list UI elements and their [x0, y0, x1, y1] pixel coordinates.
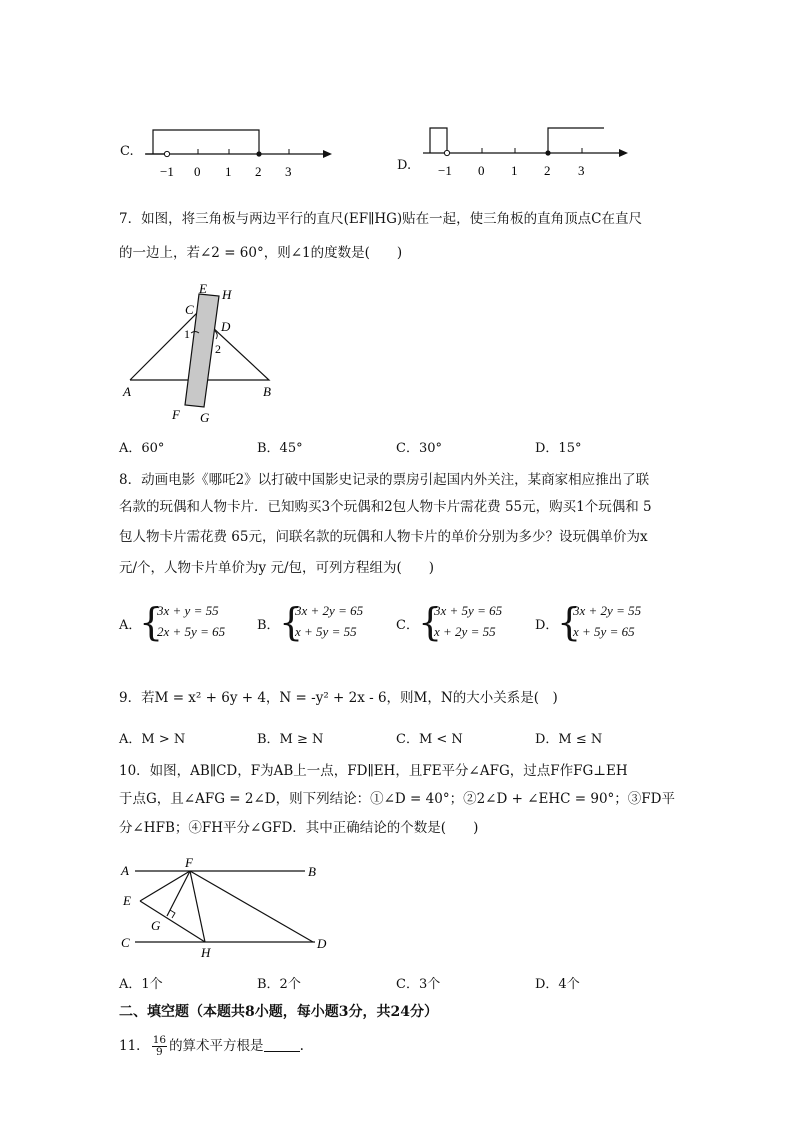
q7-option-d[interactable]: D．15°	[535, 441, 582, 456]
tick-label: −1	[160, 164, 174, 179]
label-F: F	[185, 855, 193, 870]
fraction	[152, 1035, 167, 1058]
q9-option-c[interactable]: C．M < N	[396, 732, 463, 747]
q9-option-a[interactable]: A．M > N	[119, 732, 186, 747]
label-G: G	[151, 918, 161, 933]
q9-option-d[interactable]: D．M ≤ N	[535, 732, 603, 747]
brace-icon: {	[139, 600, 164, 644]
option-label: A．	[119, 618, 142, 633]
option-label: B．	[257, 618, 280, 633]
equation-2: x + 5y = 55	[295, 624, 357, 639]
q8-option-a[interactable]	[119, 600, 259, 646]
q10-line-2: 于点G，且∠AFG = 2∠D，则下列结论：①∠D = 40°；②2∠D + ∠EHC = 90°；③FD平	[119, 791, 675, 807]
option-label: D．	[535, 618, 559, 633]
label-F: F	[172, 407, 180, 422]
q8-line-3: 包人物卡片需花费 65元，问联名款的玩偶和人物卡片的单价分别为多少？设玩偶单价为x	[119, 529, 648, 545]
tick-label: 1	[511, 163, 518, 178]
q8-line-2: 名款的玩偶和人物卡片．已知购买3个玩偶和2包人物卡片需花费 55元，购买1个玩偶和 5	[119, 499, 652, 515]
q7-figure	[115, 283, 285, 428]
label-B: B	[263, 384, 271, 399]
brace-icon: {	[279, 600, 304, 644]
label-angle-2: 2	[215, 342, 221, 356]
option-c-label: C.	[120, 144, 134, 159]
q11-line	[119, 1035, 304, 1058]
q8-line-1: 8．动画电影《哪吒2》以打破中国影史记录的票房引起国内外关注，某商家相应推出了联	[119, 472, 650, 488]
label-B: B	[308, 864, 316, 879]
label-D: D	[317, 936, 327, 951]
label-angle-1: 1	[184, 327, 190, 341]
q10-option-a[interactable]: A．1个	[119, 977, 163, 992]
equation-2: x + 5y = 65	[573, 624, 635, 639]
tick-label: 2	[255, 164, 262, 179]
q9-line-1: 9．若M = x² + 6y + 4，N = -y² + 2x - 6，则M，N的大小关系是( )	[119, 690, 558, 706]
equation-2: 2x + 5y = 65	[157, 624, 226, 639]
section-title: 二、填空题（本题共8小题，每小题3分，共24分）	[119, 1004, 438, 1020]
fraction-denominator: 9	[156, 1046, 163, 1058]
equation-2: x + 2y = 55	[434, 624, 496, 639]
label-D: D	[221, 319, 231, 334]
q7-line-2: 的一边上，若∠2 = 60°，则∠1的度数是( )	[119, 245, 403, 261]
q7-option-a[interactable]: A．60°	[119, 441, 165, 456]
q10-figure	[115, 853, 340, 963]
number-line-c	[140, 120, 340, 182]
q10-option-d[interactable]: D．4个	[535, 977, 580, 992]
label-G: G	[200, 410, 210, 425]
equation-1: 3x + 2y = 55	[573, 603, 642, 618]
label-E: E	[123, 893, 131, 908]
tick-label: 0	[194, 164, 201, 179]
tick-label: 3	[578, 163, 585, 178]
label-H: H	[222, 287, 232, 302]
q8-option-d[interactable]	[535, 600, 675, 646]
equation-1: 3x + 5y = 65	[434, 603, 503, 618]
q8-line-4: 元/个，人物卡片单价为y 元/包，可列方程组为( )	[119, 560, 435, 576]
q10-option-b[interactable]: B．2个	[257, 977, 301, 992]
q11-end: .	[299, 1038, 304, 1054]
tick-label: −1	[438, 163, 452, 178]
option-label: C．	[396, 618, 419, 633]
q7-option-b[interactable]: B．45°	[257, 441, 303, 456]
label-C: C	[121, 935, 130, 950]
label-A: A	[121, 863, 129, 878]
q8-option-b[interactable]	[257, 600, 397, 646]
tick-label: 3	[285, 164, 292, 179]
tick-label: 1	[225, 164, 232, 179]
fraction-numerator: 16	[152, 1034, 167, 1046]
equation-1: 3x + y = 55	[157, 603, 219, 618]
brace-icon: {	[557, 600, 582, 644]
label-H: H	[201, 945, 211, 960]
q10-line-3: 分∠HFB；④FH平分∠GFD．其中正确结论的个数是( )	[119, 820, 479, 836]
answer-blank[interactable]	[264, 1037, 300, 1052]
q7-line-1: 7．如图，将三角板与两边平行的直尺(EF∥HG)贴在一起，使三角板的直角顶点C在直尺	[119, 211, 642, 227]
tick-label: 2	[544, 163, 551, 178]
option-d-label: D.	[397, 158, 412, 173]
q8-option-c[interactable]	[396, 600, 536, 646]
q10-line-1: 10．如图，AB∥CD，F为AB上一点，FD∥EH，且FE平分∠AFG，过点F作FG⊥EH	[119, 763, 628, 779]
tick-label: 0	[478, 163, 485, 178]
q11-text: 的算术平方根是	[169, 1038, 264, 1054]
q7-option-c[interactable]: C．30°	[396, 441, 442, 456]
equation-1: 3x + 2y = 65	[295, 603, 364, 618]
label-E: E	[199, 283, 207, 296]
brace-icon: {	[418, 600, 443, 644]
q10-option-c[interactable]: C．3个	[396, 977, 441, 992]
number-line-d	[420, 120, 635, 182]
q11-prefix: 11．	[119, 1038, 150, 1054]
label-C: C	[185, 302, 194, 317]
label-A: A	[123, 384, 131, 399]
q9-option-b[interactable]: B．M ≥ N	[257, 732, 324, 747]
